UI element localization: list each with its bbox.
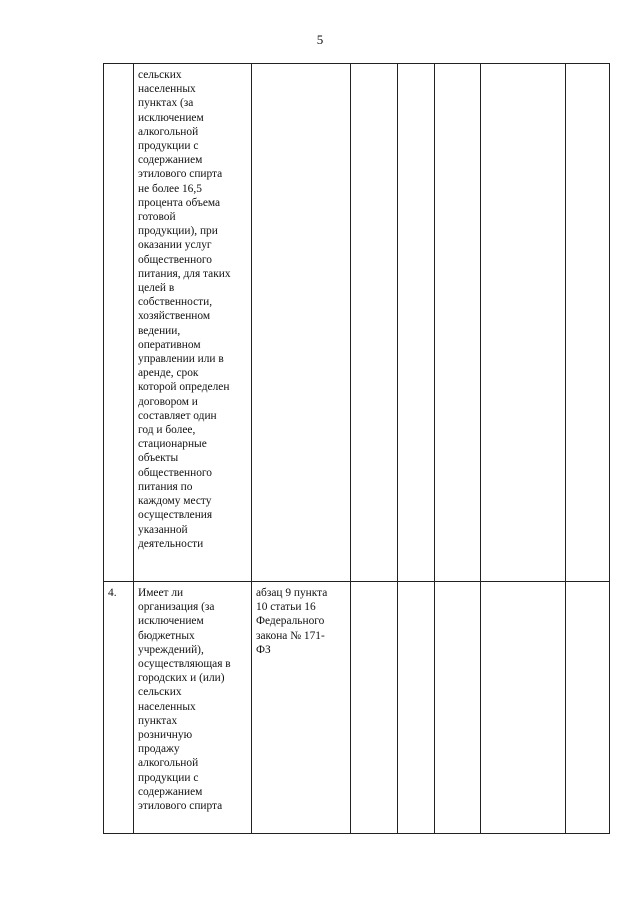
answer-cell bbox=[481, 582, 566, 834]
table-row bbox=[104, 582, 610, 834]
answer-cell bbox=[351, 582, 398, 834]
question-cell bbox=[134, 582, 252, 834]
legal-basis-text: абзац 9 пункта 10 статьи 16 Федерального закона № 171- ФЗ bbox=[256, 587, 328, 656]
answer-cell bbox=[398, 582, 435, 834]
question-text: Имеет ли организация (за исключением бюджетных учреждений), осуществляющая в городских и (или) сельских населенных пунктах розничную продажу алкогольной продукции с содержанием этилового спирта bbox=[138, 587, 231, 813]
answer-cell bbox=[481, 64, 566, 582]
row-number-cell bbox=[104, 582, 134, 834]
answer-cell bbox=[435, 64, 481, 582]
row-number-cell bbox=[104, 64, 134, 582]
answer-cell bbox=[351, 64, 398, 582]
answer-cell bbox=[398, 64, 435, 582]
page-number: 5 bbox=[316, 32, 324, 47]
row-number: 4. bbox=[108, 587, 117, 599]
checklist-table bbox=[103, 63, 610, 834]
legal-basis-cell bbox=[252, 64, 351, 582]
table-row bbox=[104, 64, 610, 582]
answer-cell bbox=[566, 582, 610, 834]
answer-cell bbox=[435, 582, 481, 834]
legal-basis-cell bbox=[252, 582, 351, 834]
question-cell bbox=[134, 64, 252, 582]
answer-cell bbox=[566, 64, 610, 582]
question-text: сельских населенных пунктах (за исключением алкогольной продукции с содержанием этилового спирта не более 16,5 процента объема готовой продукции), при оказании услуг общественного питания, для таких целей в собственности, хозяйственном ведении, оперативном управлении или в аренде, срок которой определен договором и составляет один год и более, стационарные объекты общественного питания по каждому месту осуществления указанной деятельности bbox=[138, 69, 231, 550]
